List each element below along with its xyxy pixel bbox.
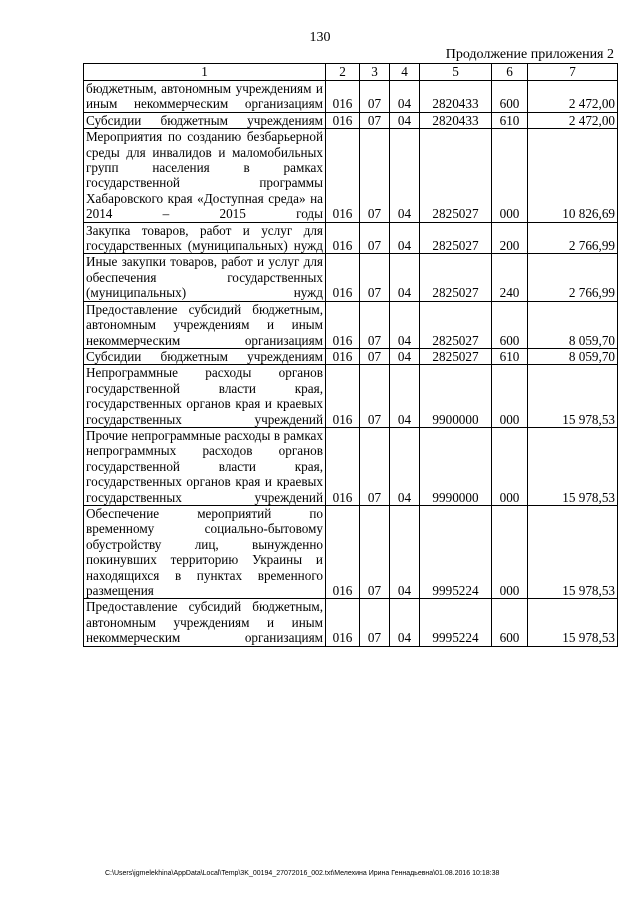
subsection-code: 04 (390, 254, 420, 301)
subsection-code: 04 (390, 112, 420, 128)
amount: 15 978,53 (528, 365, 618, 428)
ministry-code: 016 (326, 81, 360, 113)
expense-type-code: 000 (492, 365, 528, 428)
table-row (84, 505, 618, 598)
section-code: 07 (360, 599, 390, 646)
expense-name: Обеспечение мероприятий по временному социально-бытовому обустройству лиц, вынужденно покинувших территорию Украины и находящихся в пунктах временного размещения (84, 505, 326, 598)
ministry-code: 016 (326, 365, 360, 428)
amount: 2 766,99 (528, 222, 618, 254)
column-header: 7 (528, 64, 618, 81)
target-article-code: 9995224 (420, 505, 492, 598)
expense-type-code: 600 (492, 599, 528, 646)
ministry-code: 016 (326, 599, 360, 646)
expense-type-code: 610 (492, 112, 528, 128)
expense-type-code: 240 (492, 254, 528, 301)
table-row (84, 365, 618, 428)
target-article-code: 2825027 (420, 129, 492, 222)
file-path-footer: C:\Users\jgmelekhina\AppData\Local\Temp\3K_00194_27072016_002.txt\Мелехина Ирина Геннадьевна\01.08.2016 10:18:38 (105, 870, 500, 877)
section-code: 07 (360, 427, 390, 505)
ministry-code: 016 (326, 505, 360, 598)
amount: 2 472,00 (528, 112, 618, 128)
amount: 8 059,70 (528, 348, 618, 364)
expense-name: Субсидии бюджетным учреждениям (84, 112, 326, 128)
expense-name: Иные закупки товаров, работ и услуг для обеспечения государственных (муниципальных) нужд (84, 254, 326, 301)
expense-type-code: 000 (492, 505, 528, 598)
amount: 2 766,99 (528, 254, 618, 301)
section-code: 07 (360, 301, 390, 348)
subsection-code: 04 (390, 129, 420, 222)
subsection-code: 04 (390, 222, 420, 254)
subsection-code: 04 (390, 505, 420, 598)
table-row (84, 112, 618, 128)
expense-name: Закупка товаров, работ и услуг для государственных (муниципальных) нужд (84, 222, 326, 254)
subsection-code: 04 (390, 348, 420, 364)
target-article-code: 2820433 (420, 81, 492, 113)
target-article-code: 2820433 (420, 112, 492, 128)
target-article-code: 2825027 (420, 348, 492, 364)
subsection-code: 04 (390, 81, 420, 113)
section-code: 07 (360, 505, 390, 598)
amount: 15 978,53 (528, 427, 618, 505)
table-row (84, 129, 618, 222)
column-header: 2 (326, 64, 360, 81)
expense-name: Субсидии бюджетным учреждениям (84, 348, 326, 364)
ministry-code: 016 (326, 301, 360, 348)
table-row (84, 222, 618, 254)
target-article-code: 2825027 (420, 254, 492, 301)
section-code: 07 (360, 254, 390, 301)
amount: 15 978,53 (528, 505, 618, 598)
target-article-code: 2825027 (420, 301, 492, 348)
section-code: 07 (360, 81, 390, 113)
column-header: 4 (390, 64, 420, 81)
table-row (84, 427, 618, 505)
ministry-code: 016 (326, 254, 360, 301)
expense-type-code: 000 (492, 129, 528, 222)
amount: 8 059,70 (528, 301, 618, 348)
appendix-continuation-label: Продолжение приложения 2 (445, 47, 614, 62)
section-code: 07 (360, 348, 390, 364)
expense-name: Предоставление субсидий бюджетным, автономным учреждениям и иным некоммерческим организациям (84, 599, 326, 646)
column-header: 6 (492, 64, 528, 81)
subsection-code: 04 (390, 365, 420, 428)
column-header: 1 (84, 64, 326, 81)
section-code: 07 (360, 129, 390, 222)
ministry-code: 016 (326, 427, 360, 505)
target-article-code: 9995224 (420, 599, 492, 646)
expense-name: Мероприятия по созданию безбарьерной среды для инвалидов и маломобильных групп населения в рамках государственной программы Хабаровского края «Доступная среда» на 2014 – 2015 годы (84, 129, 326, 222)
target-article-code: 9990000 (420, 427, 492, 505)
expense-type-code: 610 (492, 348, 528, 364)
target-article-code: 9900000 (420, 365, 492, 428)
table-row (84, 301, 618, 348)
target-article-code: 2825027 (420, 222, 492, 254)
expense-name: Предоставление субсидий бюджетным, автономным учреждениям и иным некоммерческим организациям (84, 301, 326, 348)
ministry-code: 016 (326, 348, 360, 364)
section-code: 07 (360, 365, 390, 428)
table-row (84, 599, 618, 646)
table-row (84, 348, 618, 364)
amount: 10 826,69 (528, 129, 618, 222)
table-row (84, 254, 618, 301)
section-code: 07 (360, 222, 390, 254)
subsection-code: 04 (390, 301, 420, 348)
column-header: 5 (420, 64, 492, 81)
expense-name: Прочие непрограммные расходы в рамках непрограммных расходов органов государственной власти края, государственных органов края и краевых государственных учреждений (84, 427, 326, 505)
ministry-code: 016 (326, 129, 360, 222)
budget-table (83, 63, 618, 647)
expense-type-code: 600 (492, 301, 528, 348)
expense-type-code: 200 (492, 222, 528, 254)
page-number: 130 (309, 30, 331, 45)
section-code: 07 (360, 112, 390, 128)
table-row (84, 81, 618, 113)
column-header: 3 (360, 64, 390, 81)
amount: 15 978,53 (528, 599, 618, 646)
subsection-code: 04 (390, 427, 420, 505)
expense-name: бюджетным, автономным учреждениям и иным некоммерческим организациям (84, 81, 326, 113)
subsection-code: 04 (390, 599, 420, 646)
amount: 2 472,00 (528, 81, 618, 113)
ministry-code: 016 (326, 222, 360, 254)
expense-type-code: 000 (492, 427, 528, 505)
ministry-code: 016 (326, 112, 360, 128)
header-row (84, 64, 618, 81)
expense-name: Непрограммные расходы органов государственной власти края, государственных органов края и краевых государственных учреждений (84, 365, 326, 428)
expense-type-code: 600 (492, 81, 528, 113)
